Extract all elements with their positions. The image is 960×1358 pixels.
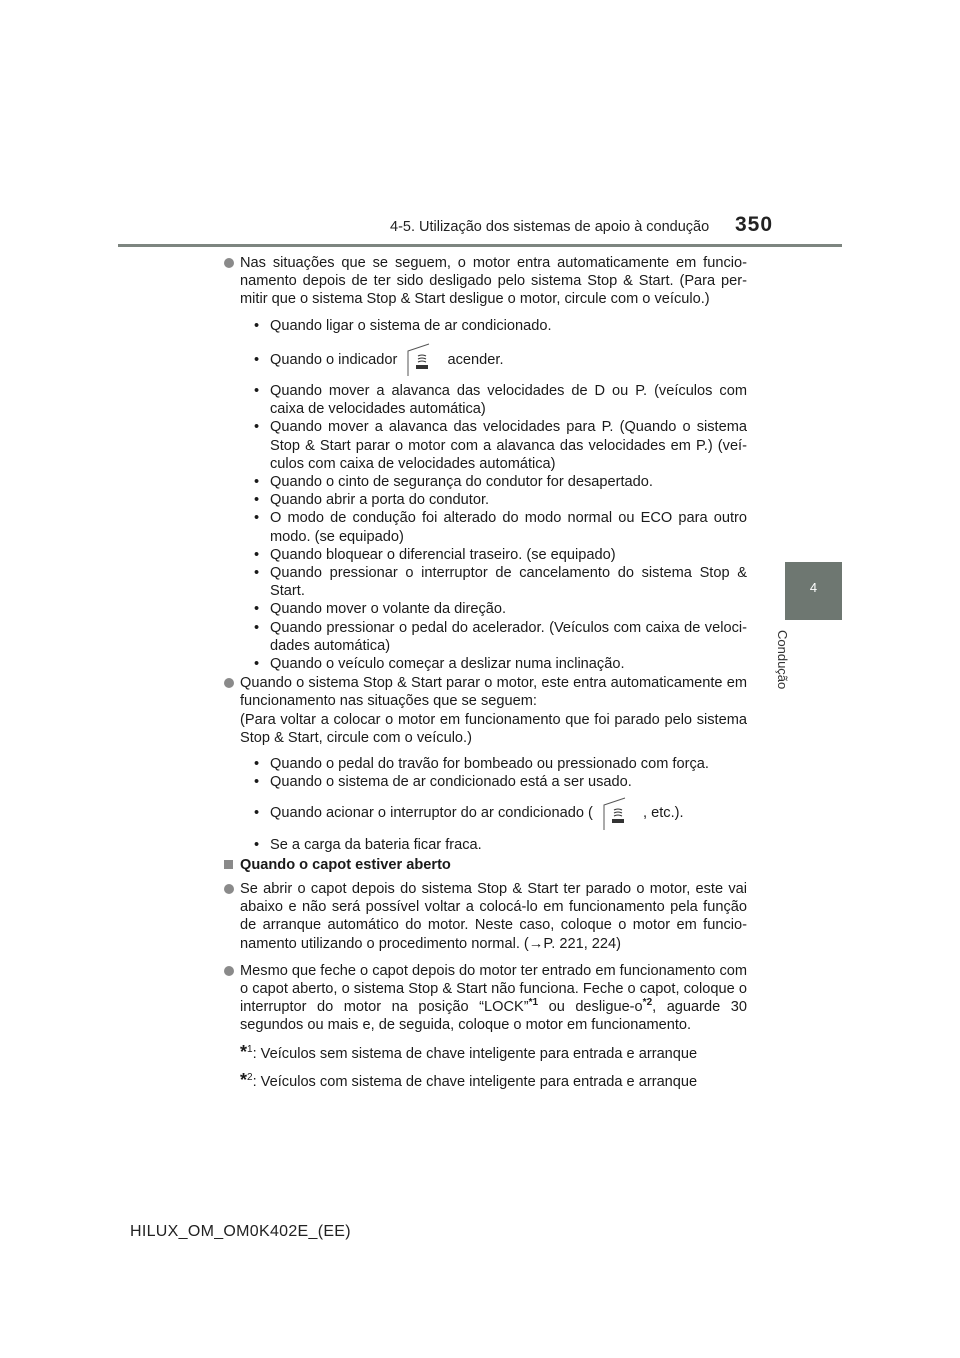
- bullet-dot: [224, 966, 234, 976]
- bullet-hood-closed: Mesmo que feche o capot depois do motor ter entrado em funcionamento com o capot aberto, o sistema Stop & Start não funciona. Feche o capot, coloque o interruptor do motor na posição “LOCK”$^{*1}$ ou desligue-$o^{*2}$, aguarde 30 segundos ou mais e, de seguida, coloque o motor em funcionamento.: [222, 962, 747, 1035]
- list-item: • Quando mover o volante da direção.: [254, 601, 507, 618]
- footnote-1: *$^1$: Veículos sem sistema de chave inteligente para entrada e arranque: [240, 1041, 698, 1062]
- bullet-dot: [224, 258, 234, 268]
- front-defogger-icon: [407, 343, 437, 377]
- list-item: • Se a carga da bateria ficar fraca.: [254, 836, 482, 853]
- list-item: • O modo de condução foi alterado do modo normal ou ECO para outro modo. (se equipado): [254, 510, 747, 545]
- heading-square-icon: [224, 860, 233, 869]
- footnote-2: *$^2$: Veículos com sistema de chave inteligente para entrada e arranque: [240, 1069, 698, 1090]
- chapter-number: 4: [809, 580, 818, 595]
- bullet-auto-restart: Quando o sistema Stop & Start parar o motor, este entra automaticamente em funcionamento nas situações que se seguem: (Para voltar a colocar o motor em funcionamento que foi parado pelo sistema Stop & Start, circule com o veículo.): [222, 674, 747, 747]
- bullet-dot: [224, 884, 234, 894]
- list-item: • Quando pressionar o interruptor de cancelamento do sistema Stop & Start.: [254, 564, 747, 600]
- list-item: • Quando o pedal do travão for bombeado ou pressionado com força.: [254, 756, 709, 773]
- list-item: • Quando o cinto de segurança do condutor for desapertado.: [254, 473, 653, 490]
- footer-doc-code: HILUX_OM_OM0K402E_(EE): [130, 1223, 351, 1240]
- list-item: • Quando abrir a porta do condutor.: [254, 492, 490, 509]
- header-rule: [118, 244, 842, 247]
- chapter-label: Condução: [775, 630, 790, 690]
- front-defogger-icon: [603, 797, 633, 831]
- bullet-hood-open: Se abrir o capot depois do sistema Stop & Start ter parado o motor, este vai abaixo e não será possível voltar a colocá-lo em funcionamento pela função de arranque automático do motor. Neste caso, coloque o motor em funcionamento utilizando o procedimento normal. (→P. 221, 224): [222, 880, 747, 953]
- list-item: • Quando o sistema de ar condicionado está a ser usado.: [254, 774, 632, 791]
- list-item: • Quando acionar o interruptor do ar condicionado ( , etc.).: [222, 796, 747, 830]
- list-item: • Quando pressionar o pedal do acelerador. (Veículos com caixa de velocidades automática): [254, 619, 747, 654]
- list-item: • Quando mover a alavanca das velocidades para P. (Quando o sistema Stop & Start parar o motor com a alavanca das velocidades em P.) (veículos com caixa de velocidades automática): [254, 419, 747, 472]
- list-item: • Quando ligar o sistema de ar condicionado.: [254, 317, 552, 334]
- list-item: • Quando bloquear o diferencial traseiro. (se equipado): [254, 546, 616, 563]
- list-item: • Quando o indicador acender.: [222, 343, 747, 377]
- header-section-title: 4-5. Utilização dos sistemas de apoio à condução: [390, 219, 710, 235]
- section-heading: Quando o capot estiver aberto: [222, 856, 747, 874]
- page-number: 350: [735, 213, 774, 236]
- bullet-dot: [224, 678, 234, 688]
- page-content: [222, 253, 747, 1091]
- bullet-restart-conditions: Nas situações que se seguem, o motor entra automaticamente em funcionamento depois de ter sido desligado pelo sistema Stop & Start. (Para permitir que o sistema Stop & Start desligue o motor, circule com o veículo.): [222, 254, 747, 309]
- list-item: • Quando mover a alavanca das velocidades de D ou P. (veículos com caixa de velocidades automática): [254, 382, 747, 418]
- list-item: • Quando o veículo começar a deslizar numa inclinação.: [254, 656, 625, 672]
